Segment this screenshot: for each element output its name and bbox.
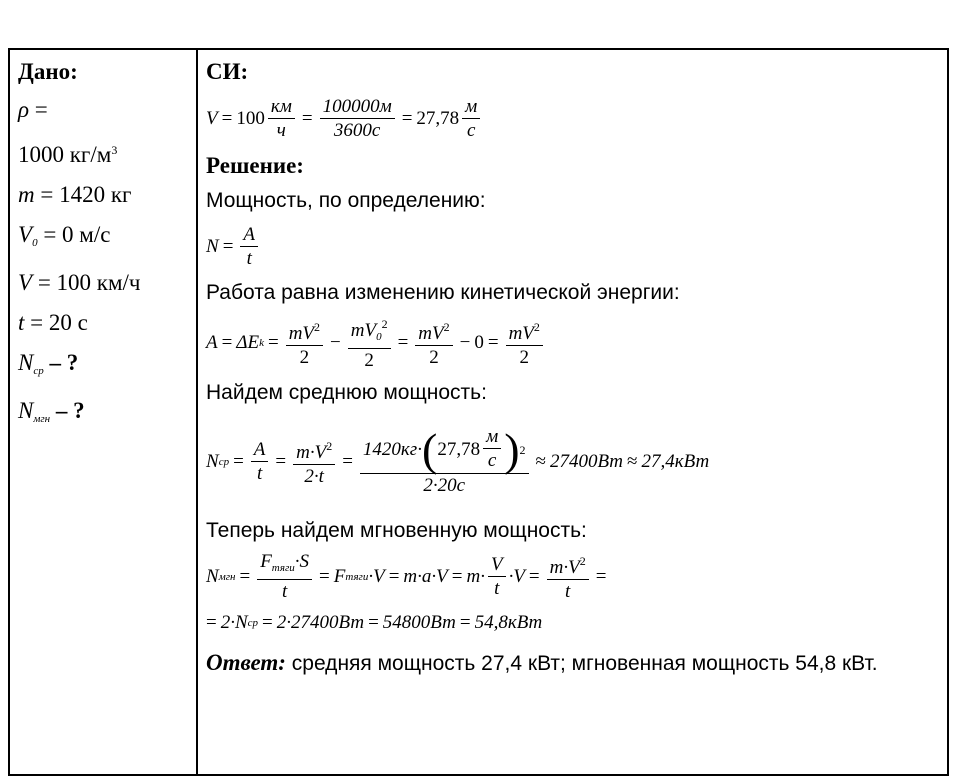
given-column xyxy=(18,54,190,439)
eq4-frac3 xyxy=(547,550,589,604)
eq2-frac4 xyxy=(506,316,543,370)
eq2-frac1-num xyxy=(286,316,323,346)
eq3-mv2: m·V xyxy=(296,442,327,463)
si-frac-convert xyxy=(320,96,395,143)
find-nmgn xyxy=(18,391,190,439)
eq4-tyagi2: тяги xyxy=(345,571,369,583)
eq3-approx2: ≈ xyxy=(627,451,638,472)
ncp-question: – ? xyxy=(43,350,79,375)
eq2-k: k xyxy=(259,337,264,349)
column-divider xyxy=(196,50,198,774)
v0-subscript: 0 xyxy=(32,237,38,249)
nmgn-subscript: мгн xyxy=(33,413,51,425)
eq3-frac3-num xyxy=(360,423,529,475)
answer-text: средняя мощность 27,4 кВт; мгновенная мощность 54,8 кВт. xyxy=(285,652,878,675)
eq3-m: м xyxy=(483,426,501,449)
eq3-frac3 xyxy=(360,423,529,498)
eq5-two: 2· xyxy=(220,612,235,633)
si-hundred: 100 xyxy=(236,108,265,129)
v-value: = 100 км/ч xyxy=(32,270,141,295)
eq2-mv4: mV xyxy=(508,323,534,344)
eq2-de: ΔE xyxy=(236,332,260,353)
si-num: 100000м xyxy=(320,96,395,119)
eq5-eq3: = xyxy=(368,612,379,633)
si-result: 27,78 xyxy=(416,108,460,129)
si-h: ч xyxy=(276,119,286,141)
rho-equals: = xyxy=(29,97,48,122)
given-title: Дано: xyxy=(18,59,78,84)
ncp-subscript: ср xyxy=(33,365,44,377)
solution-p3: Найдем среднюю мощность: xyxy=(206,381,487,404)
si-km: км xyxy=(268,96,295,119)
eq3-den2: 2·20с xyxy=(423,475,466,496)
eq4-eq1: = xyxy=(239,566,251,587)
given-mass xyxy=(18,175,190,215)
eq3-rparen: ) xyxy=(504,423,520,475)
eq4-mgn: мгн xyxy=(218,571,236,583)
solution-table xyxy=(8,48,949,776)
eq5-rhs: 2·27400Вт xyxy=(276,612,365,633)
eq4-frac3-num xyxy=(547,550,589,580)
eq2-eq4: = xyxy=(487,332,499,353)
eq-power-def xyxy=(206,218,942,276)
eq4-f: F xyxy=(260,550,272,572)
eq2-zero-sub: 0 xyxy=(376,331,382,343)
eq4-t2: t xyxy=(494,577,500,599)
eq2-two3: 2 xyxy=(429,347,439,368)
ncp-symbol: N xyxy=(18,350,34,375)
given-t xyxy=(18,303,190,343)
si-title: СИ: xyxy=(206,59,249,84)
eq1-eq: = xyxy=(222,236,234,257)
eq2-minus2: − xyxy=(459,332,471,353)
eq4-f2: F xyxy=(333,566,346,587)
eq3-t: t xyxy=(256,462,263,484)
eq2-mv0: mV xyxy=(350,320,377,341)
eq1-t: t xyxy=(246,247,252,269)
eq4-v: V xyxy=(488,554,506,577)
eq-inst-power xyxy=(206,548,942,606)
solution-title: Решение: xyxy=(206,153,304,178)
eq3-den: 2·t xyxy=(304,466,324,487)
si-den: 3600с xyxy=(333,119,381,141)
eq2-frac2 xyxy=(348,313,391,373)
rho-symbol: ρ xyxy=(18,97,30,122)
eq3-frac-ms xyxy=(483,426,501,473)
eq4-tyagi: тяги xyxy=(271,561,295,574)
eq2-frac4-num xyxy=(506,316,543,346)
eq2-frac1 xyxy=(286,316,323,370)
eq3-cp: ср xyxy=(218,456,230,468)
nmgn-symbol: N xyxy=(18,398,34,423)
eq3-eq2: = xyxy=(275,451,287,472)
eq4-m: m· xyxy=(466,566,485,587)
eq2-minus1: − xyxy=(330,332,341,353)
eq4-fv: ·V xyxy=(368,566,385,587)
solution-column xyxy=(206,54,942,679)
eq5-cp: ср xyxy=(247,617,259,629)
eq2-frac3 xyxy=(415,316,452,370)
given-v0 xyxy=(18,215,190,263)
eq2-eq1: = xyxy=(221,332,233,353)
v0-symbol: V xyxy=(18,222,33,247)
eq2-mv3: mV xyxy=(418,323,444,344)
eq-inst-result xyxy=(206,606,942,640)
eq2-frac3-num xyxy=(415,316,452,346)
eq1-a: A xyxy=(240,224,258,247)
given-rho-value xyxy=(18,130,190,175)
given-v xyxy=(18,263,190,303)
eq2-two2: 2 xyxy=(364,350,374,371)
eq2-pow2: 2 xyxy=(381,317,388,331)
eq3-a: A xyxy=(251,439,269,462)
eq4-mv2: m·V xyxy=(549,557,580,578)
eq4-eq5: = xyxy=(528,566,540,587)
eq3-frac1 xyxy=(251,439,269,486)
eq3-pow2: 2 xyxy=(519,442,526,457)
eq4-t: t xyxy=(281,580,288,602)
eq3-approx1: ≈ xyxy=(535,451,546,472)
eq4-eq4: = xyxy=(451,566,463,587)
solution-p2: Работа равна изменению кинетической энергии: xyxy=(206,281,680,304)
eq3-eq1: = xyxy=(233,451,244,472)
rho-value: 1000 кг/м xyxy=(18,142,112,167)
eq5-eq1: = xyxy=(206,612,217,633)
si-eq1: = xyxy=(221,108,233,129)
eq3-lparen: ( xyxy=(421,423,438,475)
eq4-t3: t xyxy=(565,581,571,602)
v0-value: = 0 м/с xyxy=(37,222,111,247)
eq2-a: A xyxy=(206,332,218,353)
eq2-eq2: = xyxy=(267,332,279,353)
si-frac-km-h xyxy=(268,96,295,143)
t-value: = 20 с xyxy=(24,310,88,335)
answer xyxy=(206,648,942,679)
si-frac-ms xyxy=(462,96,480,143)
eq5-eq4: = xyxy=(459,612,471,633)
eq4-eq2: = xyxy=(319,566,330,587)
eq2-eq3: = xyxy=(397,332,409,353)
si-eq3: = xyxy=(401,108,413,129)
eq5-r2: 54,8кВт xyxy=(474,612,543,633)
si-v: V xyxy=(206,108,218,129)
eq-work xyxy=(206,310,942,376)
eq1-frac xyxy=(240,224,258,271)
eq3-pow: 2 xyxy=(326,439,333,453)
eq2-two: 2 xyxy=(299,347,310,368)
eq2-mv: mV xyxy=(288,323,315,344)
eq5-eq2: = xyxy=(262,612,273,633)
eq2-pow3: 2 xyxy=(443,320,450,334)
eq3-eq3: = xyxy=(342,451,353,472)
si-conversion xyxy=(206,90,942,148)
eq4-eq3: = xyxy=(388,566,400,587)
eq2-frac2-num xyxy=(348,313,391,349)
eq5-r1: 54800Вт xyxy=(382,612,456,633)
eq3-frac2 xyxy=(293,435,335,489)
answer-label: Ответ: xyxy=(206,650,286,675)
eq2-zero: 0 xyxy=(474,332,484,353)
eq3-num-left: 1420кг· xyxy=(362,438,422,460)
rho-power: 3 xyxy=(111,143,118,157)
si-m: м xyxy=(462,96,480,119)
eq2-pow: 2 xyxy=(314,320,321,334)
eq2-pow4: 2 xyxy=(533,320,540,334)
eq3-s: с xyxy=(487,450,497,471)
eq4-frac1-num xyxy=(257,551,312,580)
eq4-n: N xyxy=(206,566,219,587)
eq4-mav: m·a·V xyxy=(403,566,448,587)
eq3-frac2-num xyxy=(293,435,335,465)
solution-p1: Мощность, по определению: xyxy=(206,189,486,212)
eq4-frac1 xyxy=(257,551,312,604)
find-ncp xyxy=(18,343,190,391)
eq4-frac2 xyxy=(488,554,506,601)
eq5-n: N xyxy=(234,612,248,633)
eq3-r1: 27400Вт xyxy=(549,451,624,472)
eq3-n: N xyxy=(206,451,219,472)
v-symbol: V xyxy=(18,270,33,295)
eq3-num-val: 27,78 xyxy=(437,438,481,460)
eq4-eq6: = xyxy=(595,566,607,587)
eq-avg-power xyxy=(206,410,942,514)
eq1-n: N xyxy=(206,236,219,257)
solution-p4: Теперь найдем мгновенную мощность: xyxy=(206,519,587,542)
eq2-two4: 2 xyxy=(519,347,529,368)
si-eq2: = xyxy=(301,108,313,129)
mass-symbol: m xyxy=(18,182,35,207)
eq3-r2: 27,4кВт xyxy=(641,451,710,472)
si-s: с xyxy=(467,119,476,141)
nmgn-question: – ? xyxy=(50,398,85,423)
eq4-pow: 2 xyxy=(579,554,586,568)
t-symbol: t xyxy=(18,310,25,335)
mass-value: = 1420 кг xyxy=(34,182,132,207)
eq4-s: ·S xyxy=(294,550,310,572)
given-rho xyxy=(18,90,190,130)
eq4-dotv: ·V xyxy=(508,566,525,587)
